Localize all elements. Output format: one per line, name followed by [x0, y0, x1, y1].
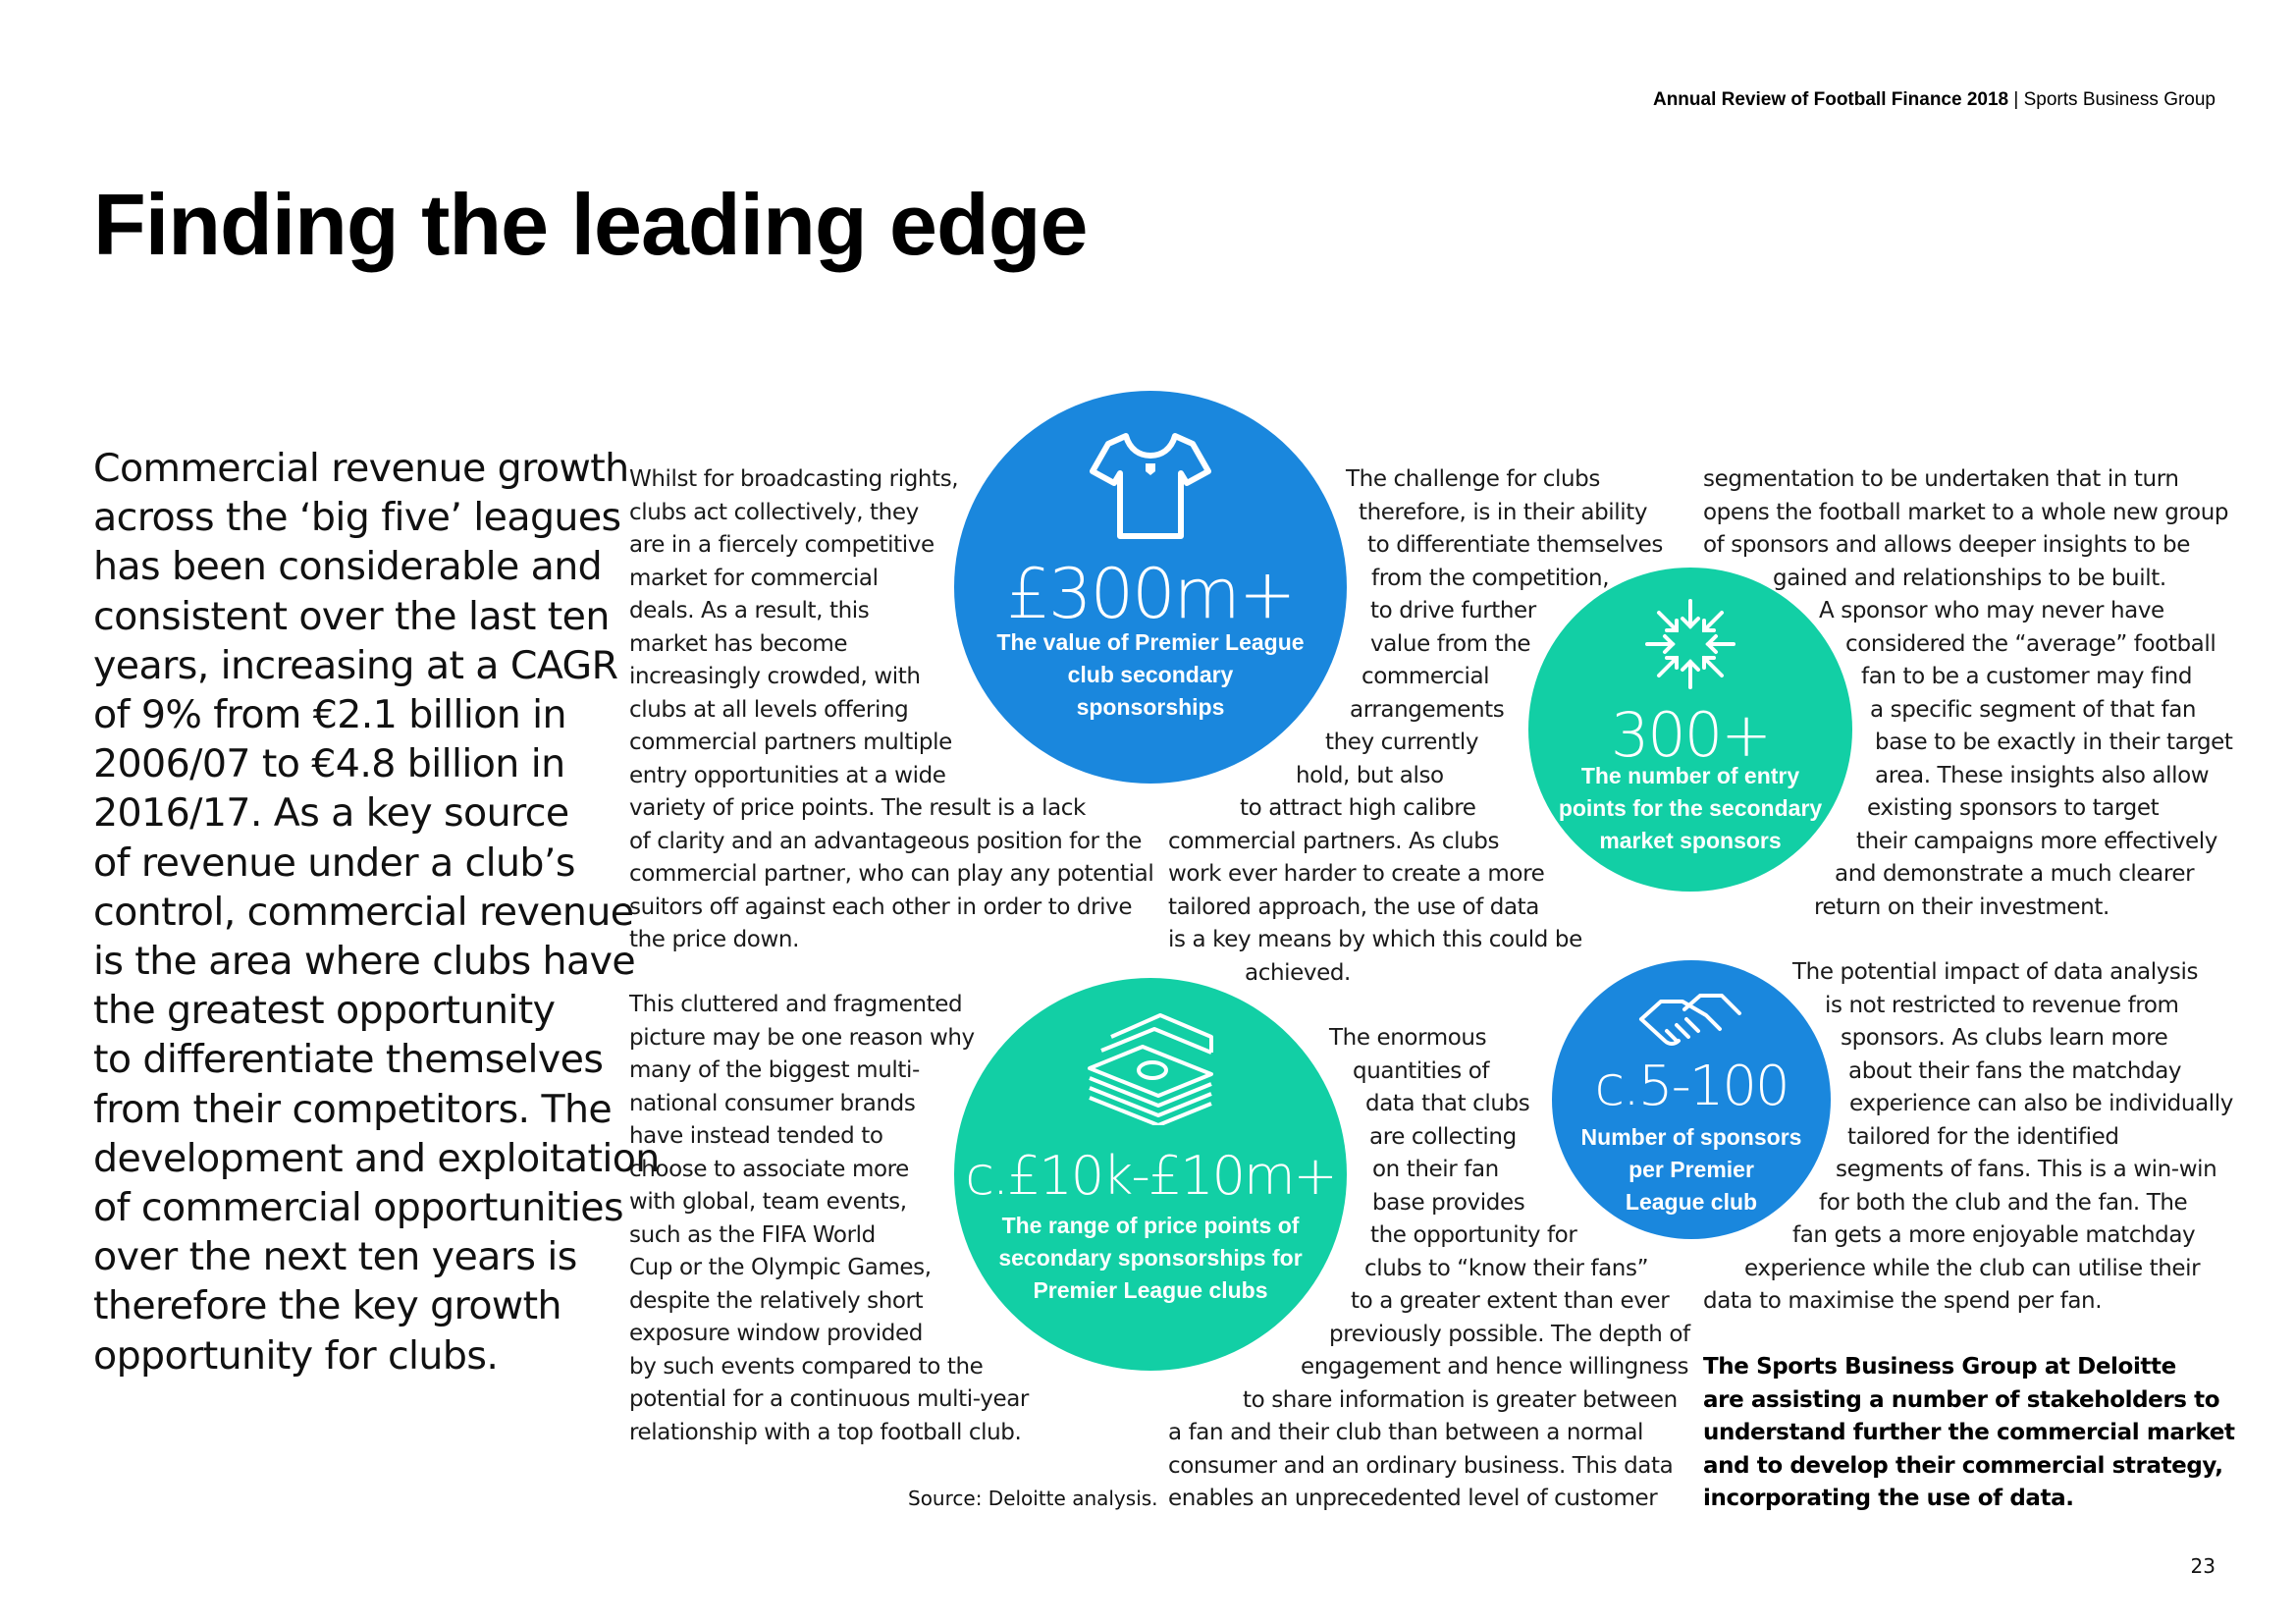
intro-line: of commercial opportunities — [93, 1185, 623, 1231]
text-line: base provides — [1372, 1189, 1525, 1216]
text-line: experience while the club can utilise their — [1744, 1255, 2201, 1281]
header-group: Sports Business Group — [2023, 89, 2216, 110]
text-line: value from the — [1370, 630, 1531, 657]
text-line: market for commercial — [629, 565, 879, 591]
text-line: such as the FIFA World — [629, 1221, 876, 1248]
caption-line: secondary sponsorships for — [998, 1245, 1303, 1271]
text-line: commercial — [1362, 664, 1490, 689]
text-line: their campaigns more effectively — [1856, 828, 2218, 854]
stat-caption — [1552, 1121, 1831, 1218]
text-line: tailored for the identified — [1847, 1123, 2119, 1150]
text-line: return on their investment. — [1814, 893, 2109, 920]
intro-line: Commercial revenue growth — [93, 446, 629, 491]
money-stack-icon — [1082, 1007, 1219, 1125]
text-line: base to be exactly in their target — [1875, 730, 2233, 755]
text-line: of sponsors and allows deeper insights to be — [1703, 532, 2190, 558]
text-line: gained and relationships to be built. — [1773, 565, 2166, 591]
text-line: Cup or the Olympic Games, — [629, 1255, 932, 1280]
text-line: the price down. — [629, 927, 799, 952]
text-line: quantities of — [1353, 1057, 1490, 1084]
intro-line: years, increasing at a CAGR — [93, 642, 618, 688]
text-line: to differentiate themselves — [1367, 532, 1664, 558]
intro-line: consistent over the last ten — [93, 593, 610, 639]
caption-line: club secondary — [1067, 662, 1234, 687]
running-header — [1653, 89, 2216, 111]
source-note: Source: Deloitte analysis. — [908, 1487, 1158, 1510]
intro-line: over the next ten years is — [93, 1234, 577, 1280]
text-line: understand further the commercial market — [1703, 1420, 2235, 1445]
text-line: is a key means by which this could be — [1168, 927, 1582, 952]
caption-line: points for the secondary — [1558, 795, 1823, 821]
stat-caption — [954, 626, 1347, 724]
intro-line: of 9% from €2.1 billion in — [93, 692, 566, 738]
text-line: commercial partners multiple — [629, 730, 952, 755]
text-line: to drive further — [1370, 598, 1536, 623]
intro-line: from their competitors. The — [93, 1086, 613, 1132]
text-line: from the competition, — [1371, 565, 1610, 591]
intro-line: across the ‘big five’ leagues — [93, 495, 621, 541]
text-line: variety of price points. The result is a lack — [629, 795, 1086, 821]
text-line: area. These insights also allow — [1875, 762, 2210, 788]
text-line: data that clubs — [1365, 1091, 1530, 1116]
caption-line: The value of Premier League — [996, 629, 1305, 655]
text-line: relationship with a top football club. — [629, 1419, 1022, 1445]
stat-circle-price-range — [954, 978, 1347, 1371]
text-line: enables an unprecedented level of customer — [1168, 1486, 1658, 1511]
text-line: work ever harder to create a more — [1168, 861, 1545, 887]
report-title: Annual Review of Football Finance 2018 — [1652, 89, 2009, 110]
text-line: Whilst for broadcasting rights, — [629, 466, 959, 492]
text-line: of clarity and an advantageous position for the — [629, 828, 1143, 854]
intro-line: has been considerable and — [93, 544, 603, 590]
text-line: to attract high calibre — [1240, 795, 1476, 821]
stat-circle-sponsors-per-club — [1552, 960, 1831, 1239]
intro-line: 2006/07 to €4.8 billion in — [93, 741, 565, 787]
intro-line: of revenue under a club’s — [93, 839, 575, 886]
text-line: for both the club and the fan. The — [1819, 1189, 2188, 1216]
intro-line: therefore the key growth — [93, 1283, 561, 1329]
text-line: The potential impact of data analysis — [1792, 959, 2199, 985]
stat-caption — [954, 1210, 1347, 1307]
caption-line: Premier League clubs — [1033, 1277, 1268, 1303]
text-line: increasingly crowded, with — [629, 664, 921, 689]
text-line: engagement and hence willingness — [1301, 1354, 1689, 1380]
text-line: commercial partner, who can play any potential — [629, 861, 1154, 887]
shirt-icon — [1087, 420, 1214, 548]
text-line: on their fan — [1372, 1157, 1499, 1182]
text-line: The Sports Business Group at Deloitte — [1703, 1354, 2176, 1380]
stat-circle-sponsorship-value — [954, 391, 1347, 784]
text-line: and to develop their commercial strategy, — [1703, 1452, 2223, 1479]
page-title: Finding the leading edge — [93, 176, 1088, 273]
text-line: hold, but also — [1296, 762, 1444, 788]
text-line: choose to associate more — [629, 1156, 909, 1182]
text-line: is not restricted to revenue from — [1825, 992, 2179, 1018]
text-line: This cluttered and fragmented — [629, 992, 963, 1017]
text-line: are collecting — [1369, 1123, 1517, 1150]
text-line: arrangements — [1350, 696, 1505, 723]
text-line: The challenge for clubs — [1346, 466, 1600, 492]
text-line: A sponsor who may never have — [1819, 598, 2164, 623]
text-line: suitors off against each other in order to drive — [629, 893, 1133, 920]
header-separator: | — [2008, 89, 2024, 110]
text-line: to a greater extent than ever — [1351, 1288, 1670, 1314]
text-line: consumer and an ordinary business. This data — [1168, 1452, 1674, 1479]
text-line: potential for a continuous multi-year — [629, 1386, 1029, 1412]
text-line: segmentation to be undertaken that in turn — [1703, 466, 2179, 492]
caption-line: market sponsors — [1599, 828, 1782, 853]
handshake-icon — [1637, 980, 1745, 1058]
text-line: fan gets a more enjoyable matchday — [1792, 1222, 2196, 1248]
intro-line: to differentiate themselves — [93, 1037, 604, 1083]
text-line: tailored approach, the use of data — [1168, 893, 1539, 920]
text-line: therefore, is in their ability — [1359, 499, 1648, 525]
text-line: entry opportunities at a wide — [629, 762, 946, 788]
text-line: despite the relatively short — [629, 1287, 924, 1314]
text-line: picture may be one reason why — [629, 1024, 975, 1051]
text-line: opens the football market to a whole new group — [1703, 499, 2229, 525]
caption-line: per Premier — [1629, 1157, 1754, 1182]
text-line: clubs act collectively, they — [629, 499, 919, 525]
text-line: a fan and their club than between a normal — [1168, 1420, 1644, 1445]
stat-value: 300+ — [1610, 699, 1771, 771]
text-line: fan to be a customer may find — [1861, 664, 2193, 689]
text-line: have instead tended to — [629, 1123, 883, 1149]
arrows-converge-icon — [1641, 595, 1739, 693]
text-line: achieved. — [1245, 959, 1351, 986]
stat-circle-entry-points — [1528, 568, 1852, 892]
text-line: considered the “average” football — [1845, 630, 2216, 657]
stat-caption — [1528, 760, 1852, 857]
text-line: The enormous — [1329, 1025, 1487, 1051]
text-line: many of the biggest multi- — [629, 1057, 920, 1083]
text-line: experience can also be individually — [1849, 1091, 2233, 1116]
text-line: with global, team events, — [629, 1189, 907, 1215]
text-line: they currently — [1325, 730, 1479, 755]
text-line: previously possible. The depth of — [1329, 1321, 1690, 1347]
text-line: clubs to “know their fans” — [1364, 1255, 1649, 1281]
intro-line: is the area where clubs have — [93, 939, 636, 985]
text-line: sponsors. As clubs learn more — [1841, 1025, 2168, 1051]
text-line: incorporating the use of data. — [1703, 1486, 2074, 1511]
caption-line: The range of price points of — [1001, 1213, 1300, 1238]
intro-line: development and exploitation — [93, 1135, 660, 1181]
page-number: 23 — [2190, 1554, 2216, 1578]
text-line: by such events compared to the — [629, 1353, 984, 1380]
text-line: deals. As a result, this — [629, 598, 870, 623]
intro-line: 2016/17. As a key source — [93, 790, 569, 837]
text-line: are in a fiercely competitive — [629, 532, 934, 558]
text-line: about their fans the matchday — [1848, 1057, 2182, 1084]
text-line: national consumer brands — [629, 1090, 916, 1116]
text-line: are assisting a number of stakeholders to — [1703, 1386, 2220, 1413]
text-line: market has become — [629, 630, 848, 657]
intro-line: the greatest opportunity — [93, 988, 556, 1034]
text-line: data to maximise the spend per fan. — [1703, 1288, 2103, 1314]
intro-line: control, commercial revenue — [93, 889, 634, 935]
text-line: the opportunity for — [1370, 1222, 1577, 1248]
intro-paragraph — [93, 444, 660, 1380]
text-line: a specific segment of that fan — [1870, 696, 2197, 723]
caption-line: Number of sponsors — [1580, 1124, 1802, 1150]
caption-line: League club — [1625, 1189, 1758, 1215]
stat-value: c.£10k-£10m+ — [965, 1145, 1336, 1207]
intro-line: opportunity for clubs. — [93, 1332, 499, 1379]
text-line: existing sponsors to target — [1867, 795, 2160, 821]
stat-value: £300m+ — [1006, 554, 1295, 634]
text-line: and demonstrate a much clearer — [1835, 861, 2195, 887]
text-line: exposure window provided — [629, 1321, 923, 1346]
stat-value: c.5-100 — [1594, 1055, 1789, 1118]
text-line: to share information is greater between — [1243, 1386, 1678, 1413]
caption-line: The number of entry — [1580, 763, 1800, 788]
text-line: clubs at all levels offering — [629, 696, 909, 723]
caption-line: sponsorships — [1076, 694, 1225, 720]
text-line: commercial partners. As clubs — [1168, 828, 1500, 854]
text-line: segments of fans. This is a win-win — [1836, 1157, 2217, 1182]
